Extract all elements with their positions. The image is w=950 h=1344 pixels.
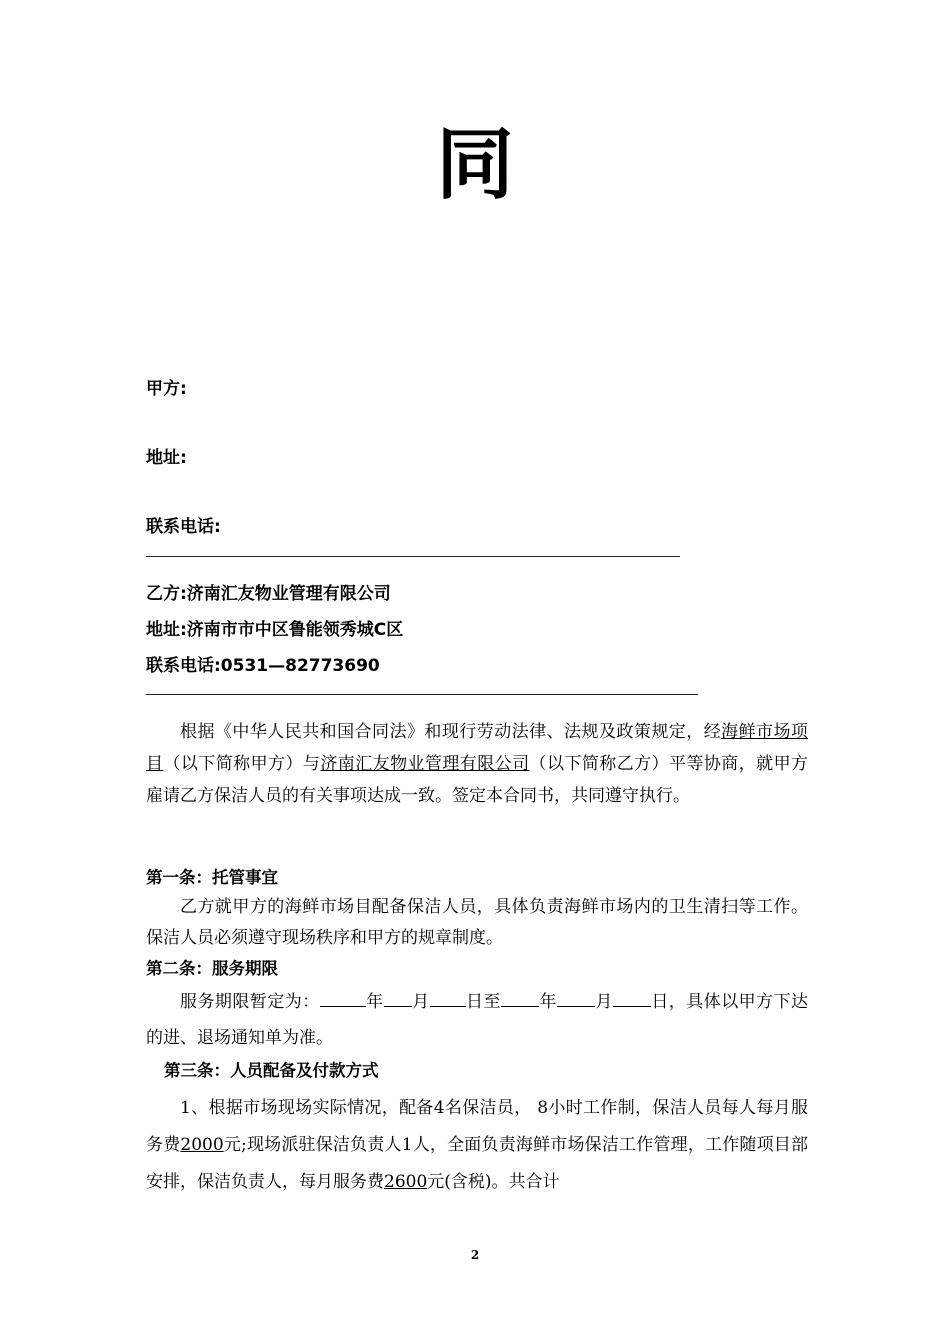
party-b-phone-line: 联系电话:0531—82773690 xyxy=(146,656,380,676)
article-3-body xyxy=(146,1090,808,1201)
year-label: 年 xyxy=(539,992,557,1012)
party-b-address-line: 地址:济南市市中区鲁能领秀城C区 xyxy=(146,620,404,640)
blank-field xyxy=(430,988,466,1007)
staffing-text: 1、根据市场现场实际情况，配备4名保洁员， 8小时工作制，保洁人员每人每月服务费 xyxy=(146,1098,808,1155)
blank-field xyxy=(320,988,366,1007)
article-3-heading: 第三条：人员配备及付款方式 xyxy=(164,1061,379,1080)
document-title: 同 xyxy=(435,120,514,210)
term-prefix: 服务期限暂定为： xyxy=(180,992,320,1012)
intro-text: （以下简称乙方）平等协商，就甲方雇请乙方保洁人员的有关事项达成一致。签定本合同书，共同遵守执行。 xyxy=(146,754,809,806)
blank-field xyxy=(557,988,595,1007)
article-1-heading: 第一条：托管事宜 xyxy=(146,868,278,887)
article-1-body: 乙方就甲方的海鲜市场目配备保洁人员，具体负责海鲜市场内的卫生清扫等工作。保洁人员必须遵守现场秩序和甲方的规章制度。 xyxy=(146,897,808,948)
staffing-text: 元(含税)。共合计 xyxy=(427,1172,560,1192)
day-label: 日至 xyxy=(465,992,501,1012)
term-suffix: 日，具体以甲方下达的进、退场通知单为准。 xyxy=(146,992,809,1048)
party-a-name-label: 甲方: xyxy=(146,379,187,399)
article-2-body xyxy=(146,984,808,1056)
party-a-phone-label: 联系电话: xyxy=(146,517,221,537)
intro-text: （以下简称甲方）与 xyxy=(163,754,321,774)
blank-field xyxy=(501,988,539,1007)
separator-line xyxy=(146,556,680,557)
supervisor-fee: 2600 xyxy=(384,1172,428,1192)
article-2-heading: 第二条：服务期限 xyxy=(146,959,278,978)
blank-field xyxy=(613,988,651,1007)
company-name: 济南汇友物业管理有限公司 xyxy=(320,754,530,774)
year-label: 年 xyxy=(365,992,384,1012)
party-b-name-line: 乙方:济南汇友物业管理有限公司 xyxy=(146,584,391,604)
page-number: 2 xyxy=(470,1248,480,1262)
staff-fee: 2000 xyxy=(180,1135,224,1155)
blank-field xyxy=(384,988,412,1007)
month-label: 月 xyxy=(411,992,430,1012)
staffing-text: 元;现场派驻保洁负责人1人，全面负责海鲜市场保洁工作管理，工作随项目部安排，保洁负责人，每月服务费 xyxy=(146,1135,808,1192)
month-label: 月 xyxy=(594,992,613,1012)
separator-line xyxy=(146,694,698,695)
intro-text: 根据《中华人民共和国合同法》和现行劳动法律、法规及政策规定，经 xyxy=(180,722,722,742)
project-name: 海鲜市场项目 xyxy=(146,722,809,774)
party-a-address-label: 地址: xyxy=(146,448,187,468)
intro-paragraph xyxy=(146,716,808,812)
